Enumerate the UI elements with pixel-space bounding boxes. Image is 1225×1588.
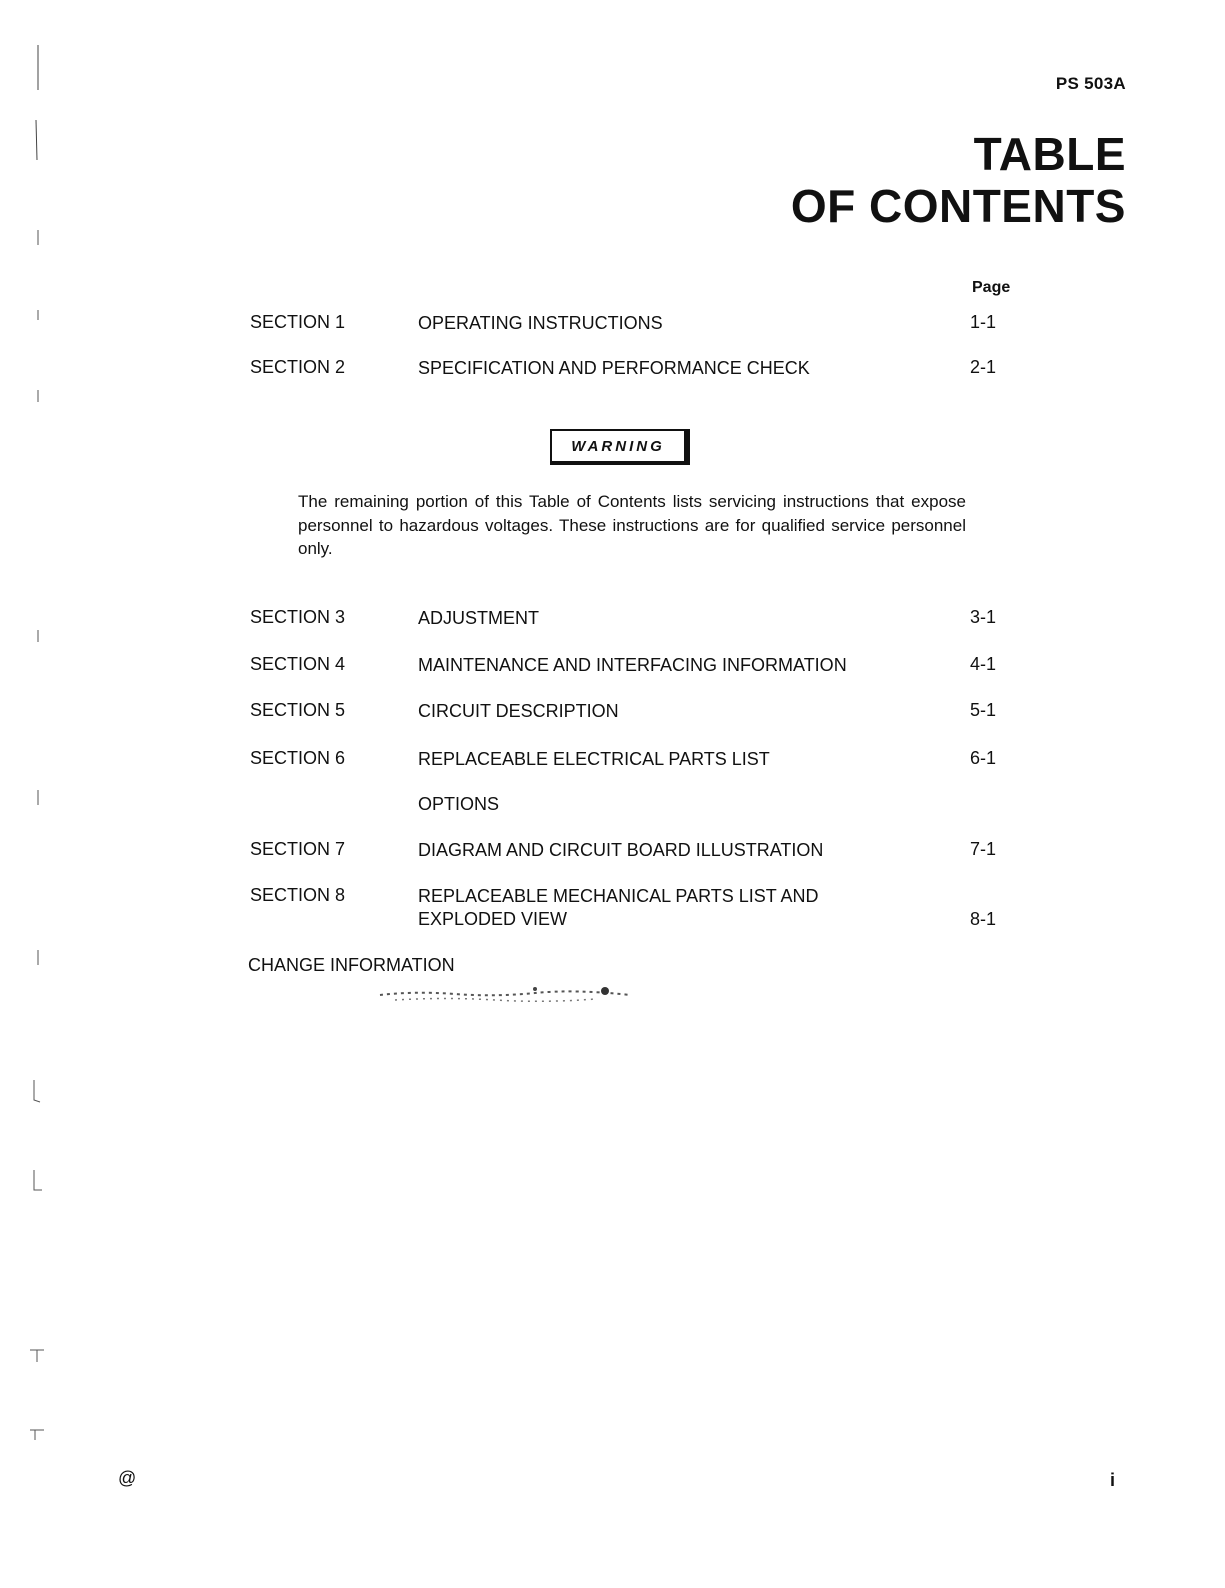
toc-section-title: OPERATING INSTRUCTIONS bbox=[418, 313, 663, 333]
warning-text: The remaining portion of this Table of Contents lists servicing instructions that expose personnel to hazardous voltages. These instructions are for qualified service personnel only. bbox=[298, 492, 966, 558]
footer-mark: @ bbox=[118, 1468, 137, 1488]
binding-edge-marks bbox=[20, 30, 80, 1550]
toc-section-title: ADJUSTMENT bbox=[418, 608, 539, 628]
toc-section-number: SECTION 6 bbox=[250, 748, 346, 768]
toc-section-number: SECTION 4 bbox=[250, 654, 346, 674]
page-title-line-1: TABLE bbox=[973, 128, 1126, 180]
toc-page-number: 3-1 bbox=[970, 607, 997, 627]
warning-label: WARNING bbox=[550, 429, 690, 465]
toc-section-number: SECTION 2 bbox=[250, 357, 346, 377]
page-title bbox=[791, 128, 1126, 232]
toc-page-number: 5-1 bbox=[970, 700, 997, 720]
toc-section-title: OPTIONS bbox=[418, 794, 500, 814]
toc-section-title: REPLACEABLE ELECTRICAL PARTS LIST bbox=[418, 749, 770, 769]
toc-section-number: SECTION 1 bbox=[250, 312, 346, 332]
toc-section-number: SECTION 3 bbox=[250, 607, 346, 627]
toc-section-number: SECTION 8 bbox=[250, 885, 346, 905]
scan-smudge bbox=[375, 985, 635, 1003]
toc-page-number: 1-1 bbox=[970, 312, 997, 332]
toc-section-number: SECTION 5 bbox=[250, 700, 346, 720]
toc-page-number: 6-1 bbox=[970, 748, 997, 768]
toc-page-number: 7-1 bbox=[970, 839, 997, 859]
page-number: i bbox=[1110, 1470, 1116, 1490]
page-column-header: Page bbox=[972, 279, 1011, 296]
toc-page-number: 8-1 bbox=[970, 909, 997, 929]
toc-section-title: CIRCUIT DESCRIPTION bbox=[418, 701, 619, 721]
page-id: PS 503A bbox=[1055, 74, 1126, 93]
toc-section-number: SECTION 7 bbox=[250, 839, 346, 859]
toc-section-title: MAINTENANCE AND INTERFACING INFORMATION bbox=[418, 655, 847, 675]
change-information: CHANGE INFORMATION bbox=[248, 955, 455, 975]
toc-section-title: REPLACEABLE MECHANICAL PARTS LIST AND EXPLODED VIEW bbox=[418, 886, 819, 929]
toc-section-title: DIAGRAM AND CIRCUIT BOARD ILLUSTRATION bbox=[418, 840, 824, 860]
toc-page-number: 2-1 bbox=[970, 357, 997, 377]
toc-section-title: SPECIFICATION AND PERFORMANCE CHECK bbox=[418, 358, 810, 378]
toc-page-number: 4-1 bbox=[970, 654, 997, 674]
page-title-line-2: OF CONTENTS bbox=[790, 180, 1126, 232]
